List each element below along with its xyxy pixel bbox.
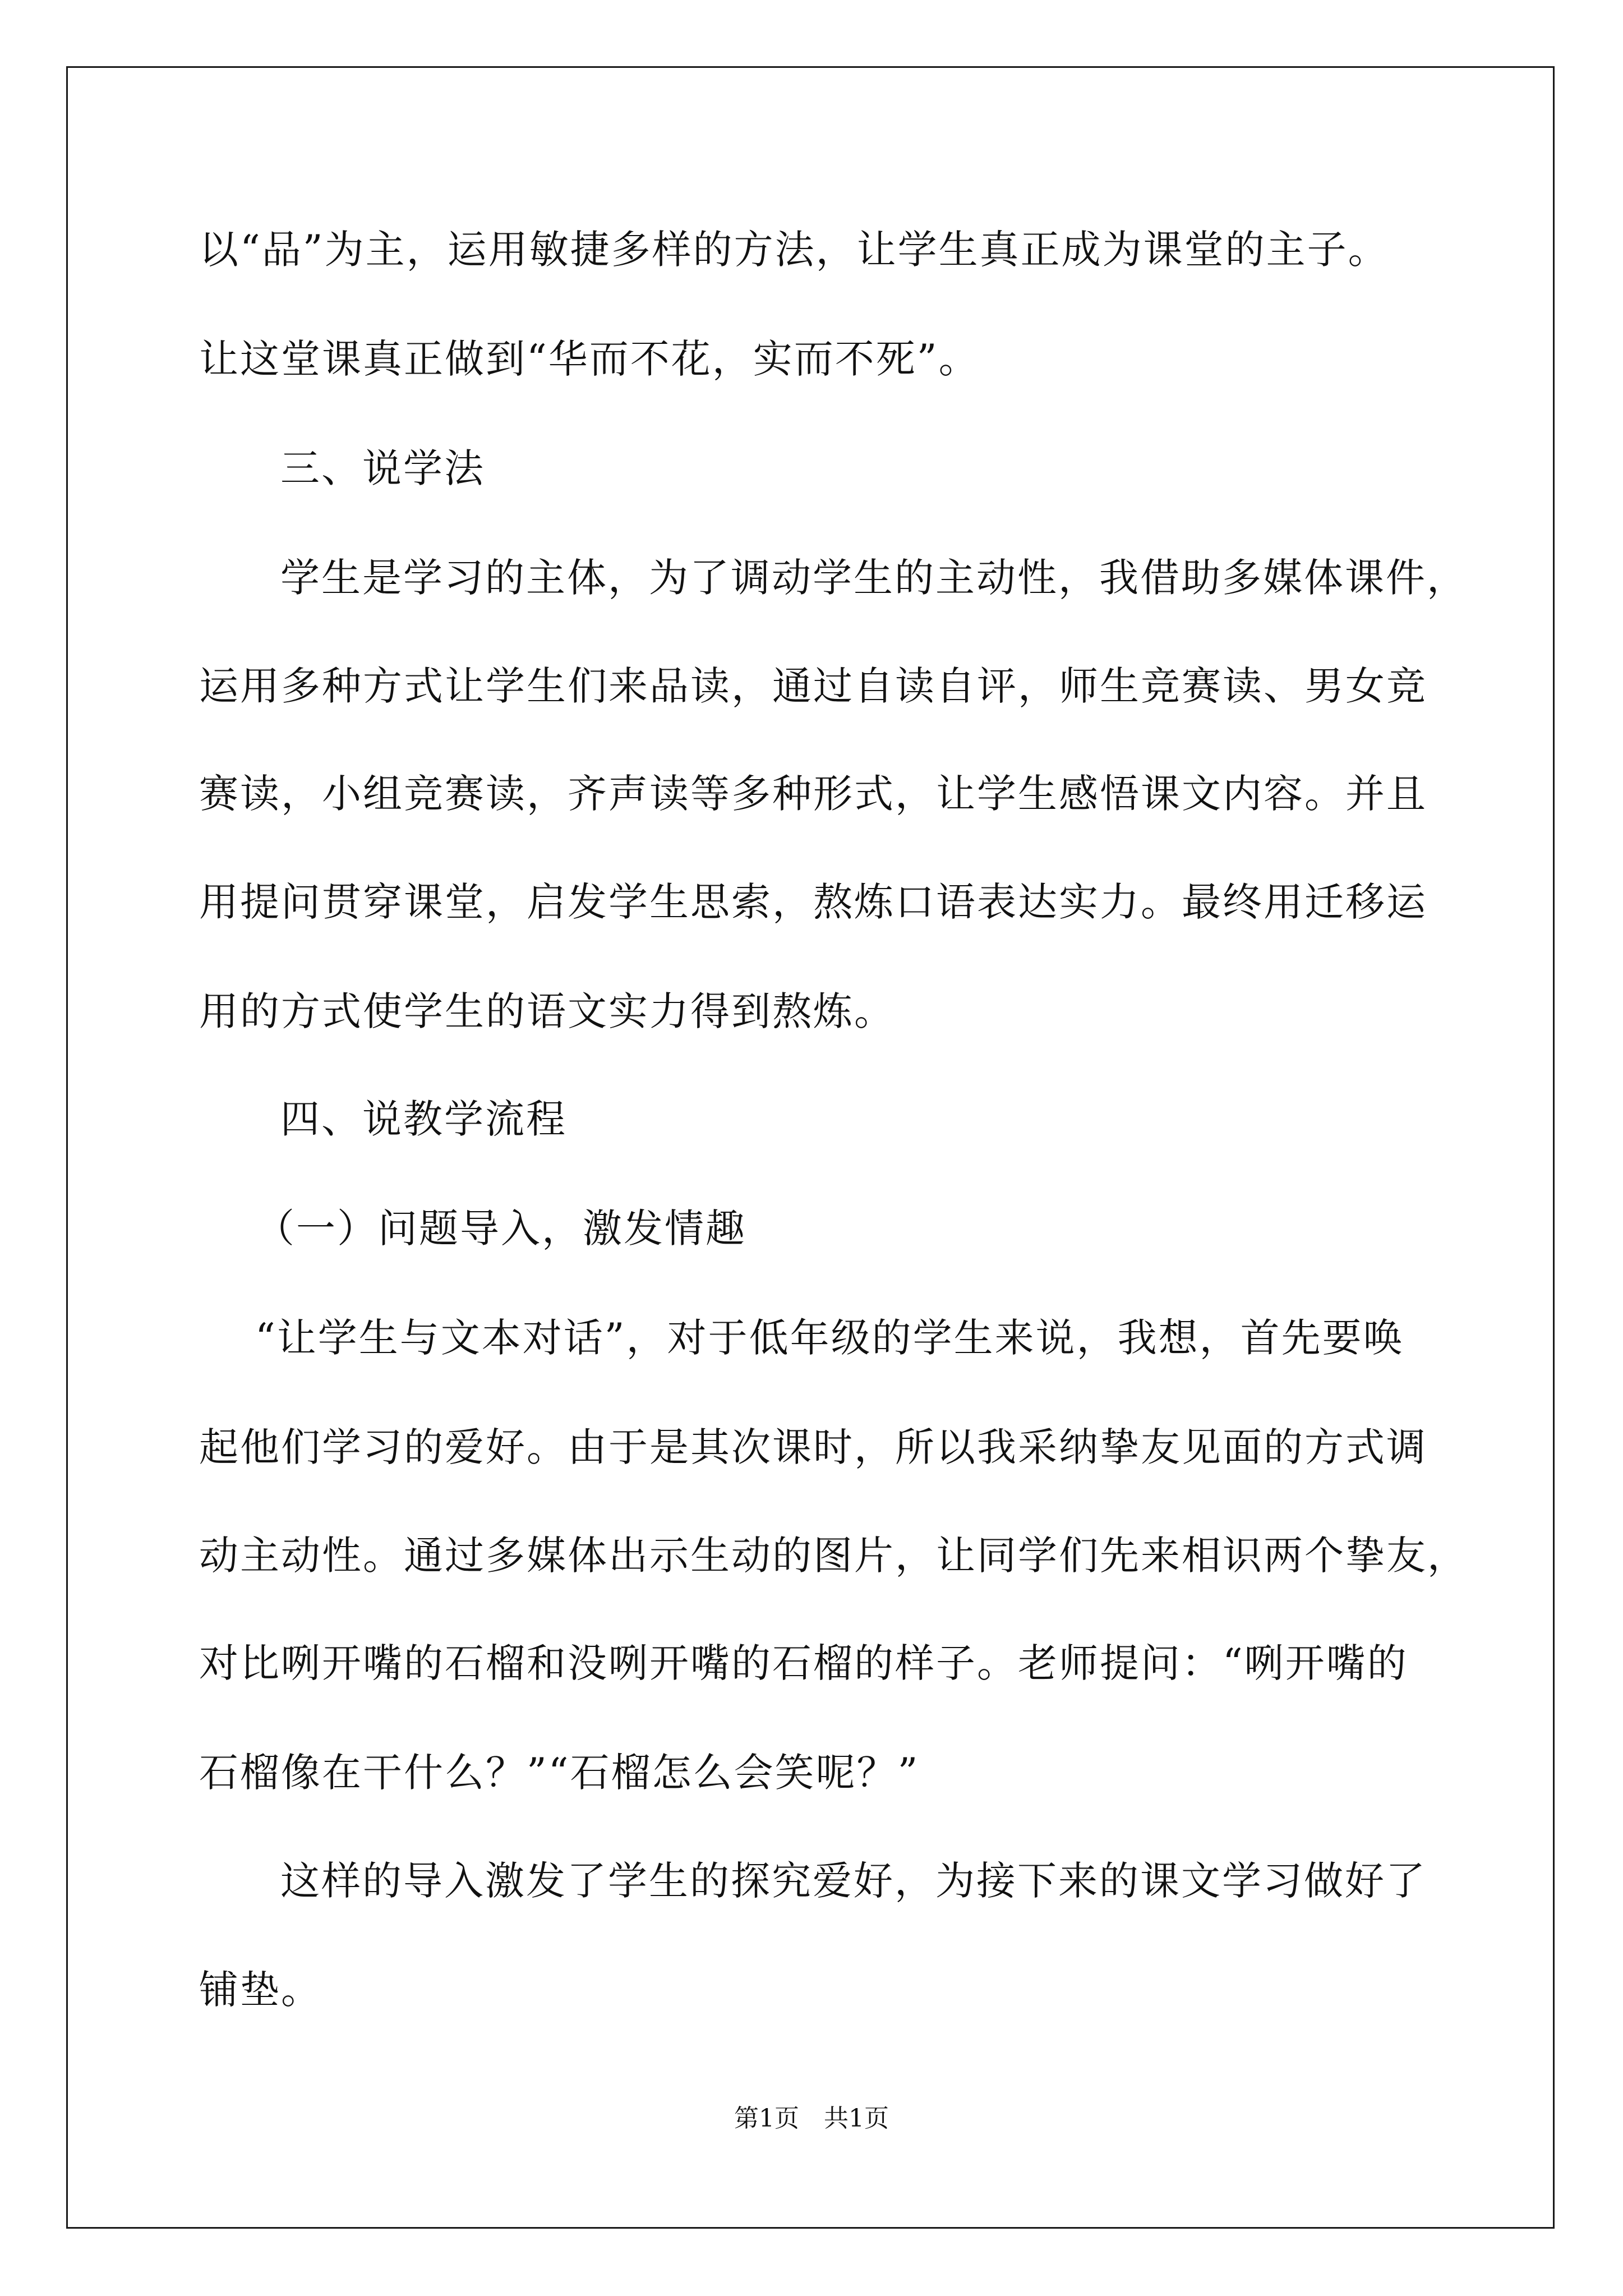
section-heading-study-method: 三、说学法 bbox=[280, 445, 485, 491]
paragraph-7-line-2: 铺垫。 bbox=[199, 1967, 322, 2013]
paragraph-7-line-1: 这样的导入激发了学生的探究爱好，为接下来的课文学习做好了 bbox=[280, 1858, 1427, 1904]
paragraph-6-line-5: 石榴像在干什么？”“石榴怎么会笑呢？” bbox=[199, 1750, 920, 1796]
paragraph-3-line-4: 用提问贯穿课堂，启发学生思索，熬炼口语表达实力。最终用迁移运 bbox=[199, 879, 1427, 925]
paragraph-3-line-2: 运用多种方式让学生们来品读，通过自读自评，师生竞赛读、男女竞 bbox=[199, 663, 1427, 709]
paragraph-3-line-3: 赛读，小组竞赛读，齐声读等多种形式，让学生感悟课文内容。并且 bbox=[199, 771, 1427, 817]
paragraph-3-line-5: 用的方式使学生的语文实力得到熬炼。 bbox=[199, 988, 895, 1034]
paragraph-1-line-2: 让这堂课真正做到“华而不花，实而不死”。 bbox=[199, 336, 980, 382]
section-heading-teaching-process: 四、说教学流程 bbox=[280, 1096, 567, 1142]
paragraph-6-line-3: 动主动性。通过多媒体出示生动的图片，让同学们先来相识两个挚友， bbox=[199, 1533, 1468, 1579]
paragraph-6-line-2: 起他们学习的爱好。由于是其次课时，所以我采纳挚友见面的方式调 bbox=[199, 1424, 1427, 1470]
page-footer: 第1页 共1页 bbox=[734, 2104, 889, 2133]
paragraph-1-line-1: 以“品”为主，运用敏捷多样的方法，让学生真正成为课堂的主子。 bbox=[199, 227, 1389, 273]
page-border bbox=[66, 66, 1555, 2229]
subsection-heading-question-intro: （一）问题导入，激发情趣 bbox=[255, 1205, 746, 1251]
paragraph-6-line-4: 对比咧开嘴的石榴和没咧开嘴的石榴的样子。老师提问：“咧开嘴的 bbox=[199, 1640, 1408, 1686]
paragraph-3-line-1: 学生是学习的主体，为了调动学生的主动性，我借助多媒体课件， bbox=[280, 555, 1468, 601]
paragraph-6-line-1: “让学生与文本对话”，对于低年级的学生来说，我想，首先要唤 bbox=[255, 1315, 1404, 1361]
